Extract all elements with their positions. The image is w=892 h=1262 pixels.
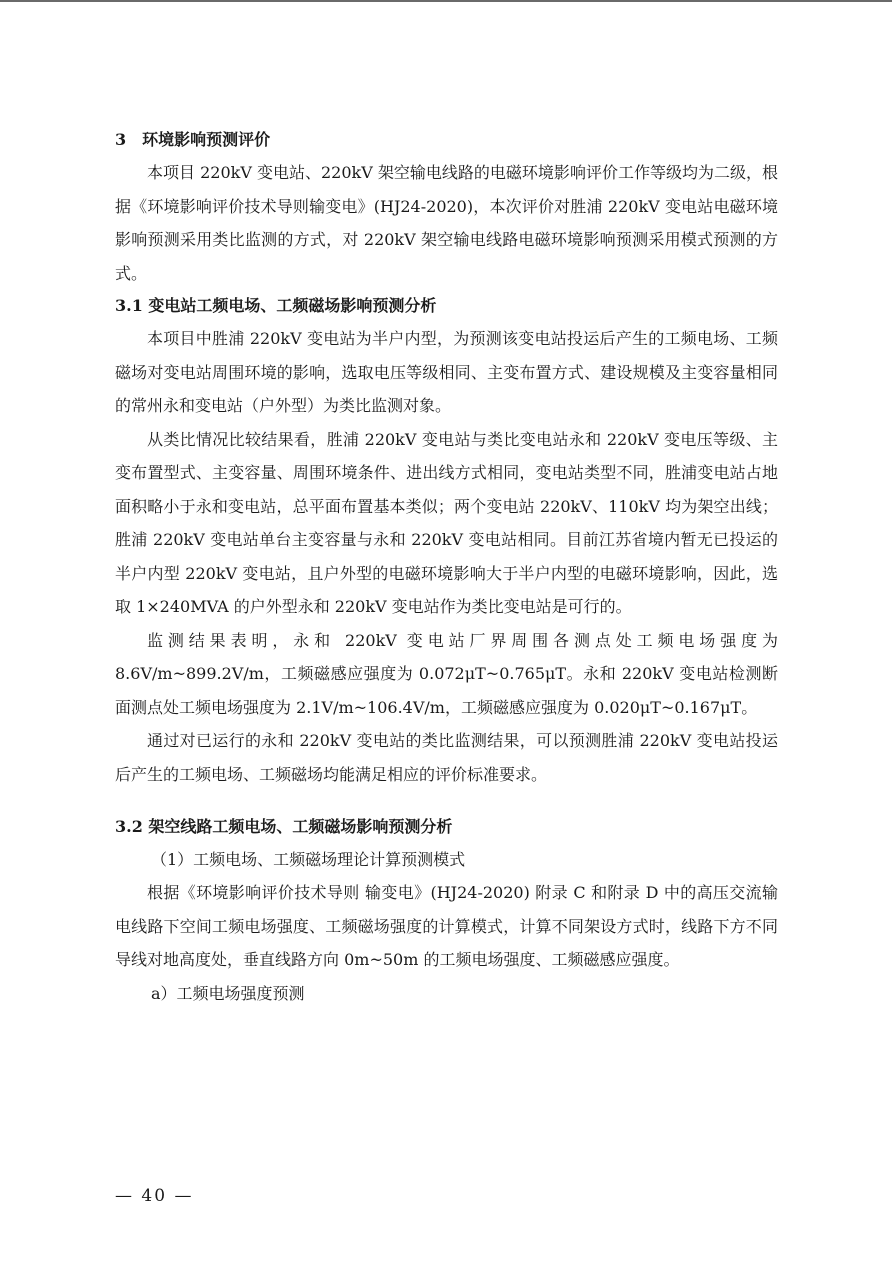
section-3-1-paragraph-1: 本项目中胜浦 220kV 变电站为半户内型，为预测该变电站投运后产生的工频电场、工频磁场对变电站周围环境的影响，选取电压等级相同、主变布置方式、建设规模及主变容量相同的常州永和变电站（户外型）为类比监测对象。 [115, 329, 778, 415]
top-border-line [0, 0, 892, 2]
section-3-2-subheading-2: a）工频电场强度预测 [151, 983, 305, 1003]
section-3-2-subheading-1: （1）工频电场、工频磁场理论计算预测模式 [151, 850, 466, 869]
section-gap [115, 791, 778, 811]
section-3-1-paragraph-3: 监测结果表明，永和 220kV 变电站厂界周围各测点处工频电场强度为 8.6V/m~899.2V/m，工频磁感应强度为 0.072μT~0.765μT。永和 220kV 变电站检测断面测点处工频电场强度为 2.1V/m~106.4V/m，工频磁感应强度为 0.020μT~0.167μT。 [115, 630, 778, 717]
section-3-1-heading: 3.1 变电站工频电场、工频磁场影响预测分析 [115, 296, 437, 315]
section-3-paragraph-1: 本项目 220kV 变电站、220kV 架空输电线路的电磁环境影响评价工作等级均为二级，根据《环境影响评价技术导则输变电》(HJ24-2020)，本次评价对胜浦 220kV 变电站电磁环境影响预测采用类比监测的方式，对 220kV 架空输电线路电磁环境影响预测采用模式预测的方式。 [115, 163, 778, 283]
section-3-1-paragraph-4: 通过对已运行的永和 220kV 变电站的类比监测结果，可以预测胜浦 220kV 变电站投运后产生的工频电场、工频磁场均能满足相应的评价标准要求。 [115, 731, 778, 784]
document-page [115, 124, 778, 1010]
section-3-2-heading: 3.2 架空线路工频电场、工频磁场影响预测分析 [115, 817, 453, 836]
page-number: — 40 — [115, 1186, 194, 1206]
section-3-heading: 3 环境影响预测评价 [115, 130, 271, 149]
section-3-1-paragraph-2: 从类比情况比较结果看，胜浦 220kV 变电站与类比变电站永和 220kV 变电压等级、主变布置型式、主变容量、周围环境条件、进出线方式相同，变电站类型不同，胜浦变电站占地面积略小于永和变电站，总平面布置基本类似；两个变电站 220kV、110kV 均为架空出线；胜浦 220kV 变电站单台主变容量与永和 220kV 变电站相同。目前江苏省境内暂无已投运的半户内型 220kV 变电站，且户外型的电磁环境影响大于半户内型的电磁环境影响，因此，选取 1×240MVA 的户外型永和 220kV 变电站作为类比变电站是可行的。 [115, 429, 778, 616]
section-3-2-paragraph-1: 根据《环境影响评价技术导则 输变电》(HJ24-2020) 附录 C 和附录 D 中的高压交流输电线路下空间工频电场强度、工频磁场强度的计算模式，计算不同架设方式时，线路下方不同导线对地高度处，垂直线路方向 0m~50m 的工频电场强度、工频磁感应强度。 [115, 883, 778, 969]
